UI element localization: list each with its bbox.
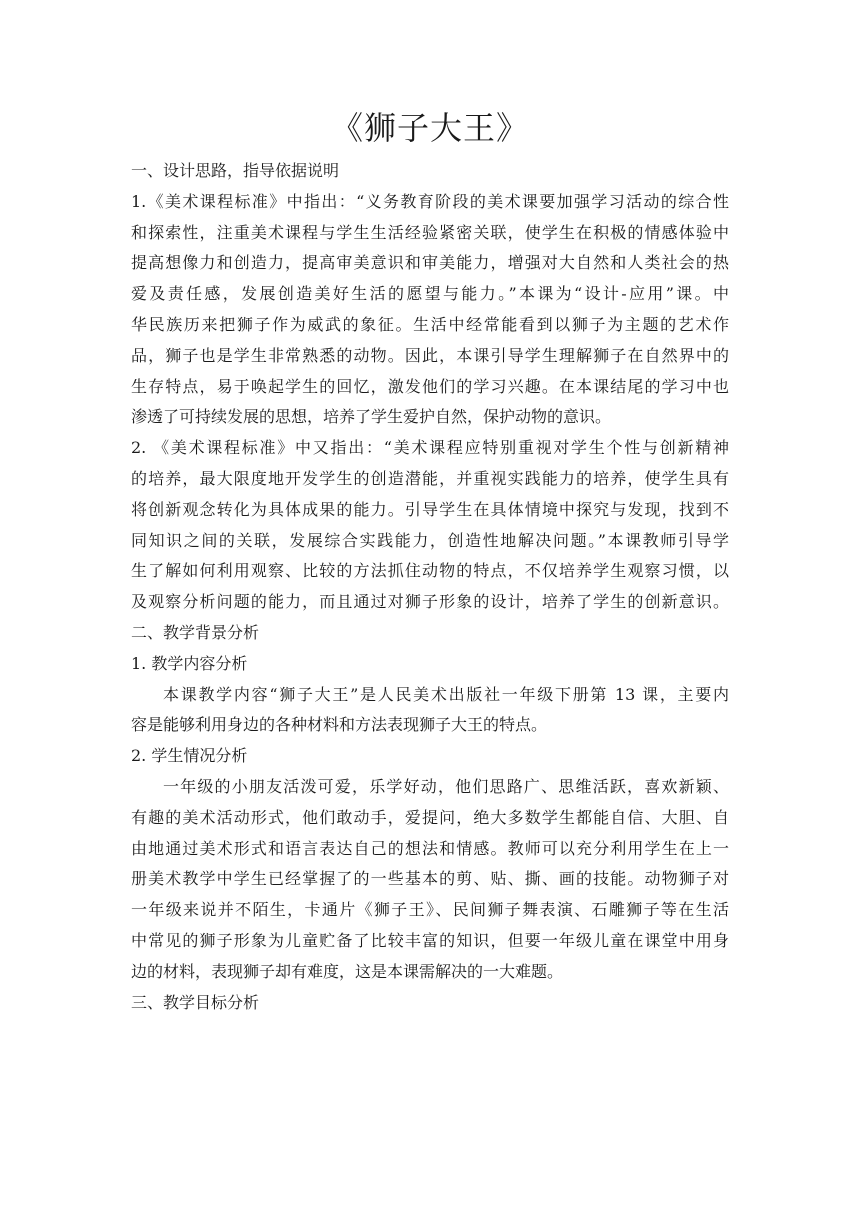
text-line: 华民族历来把狮子作为威武的象征。生活中经常能看到以狮子为主题的艺术作 xyxy=(131,314,729,334)
text-line: 1. 教学内容分析 xyxy=(131,653,248,673)
text-line: 提高想像力和创造力，提高审美意识和审美能力，增强对大自然和人类社会的热 xyxy=(131,253,729,273)
text-line: 册美术教学中学生已经掌握了的一些基本的剪、贴、撕、画的技能。动物狮子对 xyxy=(131,869,729,889)
text-line: 中常见的狮子形象为儿童贮备了比较丰富的知识，但要一年级儿童在课堂中用身 xyxy=(131,930,729,950)
text-line: 及观察分析问题的能力，而且通过对狮子形象的设计，培养了学生的创新意识。 xyxy=(131,592,729,612)
text-line: 品，狮子也是学生非常熟悉的动物。因此，本课引导学生理解狮子在自然界中的 xyxy=(131,345,729,365)
text-line: 同知识之间的关联，发展综合实践能力，创造性地解决问题。”本课教师引导学 xyxy=(131,530,729,550)
text-line: 的培养，最大限度地开发学生的创造潜能，并重视实践能力的培养，使学生具有 xyxy=(131,468,729,488)
document-body xyxy=(131,156,729,1018)
text-line: 一、设计思路，指导依据说明 xyxy=(131,161,340,180)
text-line: 一年级来说并不陌生，卡通片《狮子王》、民间狮子舞表演、石雕狮子等在生活 xyxy=(131,900,729,920)
text-line: 容是能够利用身边的各种材料和方法表现狮子大王的特点。 xyxy=(131,715,548,735)
text-line: 边的材料，表现狮子却有难度，这是本课需解决的一大难题。 xyxy=(131,961,564,981)
document-page xyxy=(131,104,729,1018)
text-line: 二、教学背景分析 xyxy=(131,622,260,642)
text-line: 有趣的美术活动形式，他们敢动手，爱提问，绝大多数学生都能自信、大胆、自 xyxy=(131,807,729,827)
text-line: 2. 学生情况分析 xyxy=(131,746,248,766)
text-line: 生了解如何利用观察、比较的方法抓住动物的特点，不仅培养学生观察习惯，以 xyxy=(131,561,729,581)
text-line: 本课教学内容“狮子大王”是人民美术出版社一年级下册第 13 课，主要内 xyxy=(163,684,729,704)
text-line: 1.《美术课程标准》中指出：“义务教育阶段的美术课要加强学习活动的综合性 xyxy=(131,191,729,211)
text-line: 生存特点，易于唤起学生的回忆，激发他们的学习兴趣。在本课结尾的学习中也 xyxy=(131,376,729,396)
document-title: 《狮子大王》 xyxy=(330,109,529,147)
text-line: 将创新观念转化为具体成果的能力。引导学生在具体情境中探究与发现，找到不 xyxy=(131,499,729,519)
text-line: 爱及责任感，发展创造美好生活的愿望与能力。”本课为“设计-应用”课。中 xyxy=(131,284,729,304)
text-line: 三、教学目标分析 xyxy=(131,992,260,1012)
text-line: 和探索性，注重美术课程与学生生活经验紧密关联，使学生在积极的情感体验中 xyxy=(131,222,729,242)
text-line: 渗透了可持续发展的思想，培养了学生爱护自然，保护动物的意识。 xyxy=(131,407,612,427)
text-line: 一年级的小朋友活泼可爱，乐学好动，他们思路广、思维活跃，喜欢新颖、 xyxy=(163,776,729,796)
text-line: 由地通过美术形式和语言表达自己的想法和情感。教师可以充分利用学生在上一 xyxy=(131,838,729,858)
text-line: 2. 《美术课程标准》中又指出：“美术课程应特别重视对学生个性与创新精神 xyxy=(131,438,729,458)
